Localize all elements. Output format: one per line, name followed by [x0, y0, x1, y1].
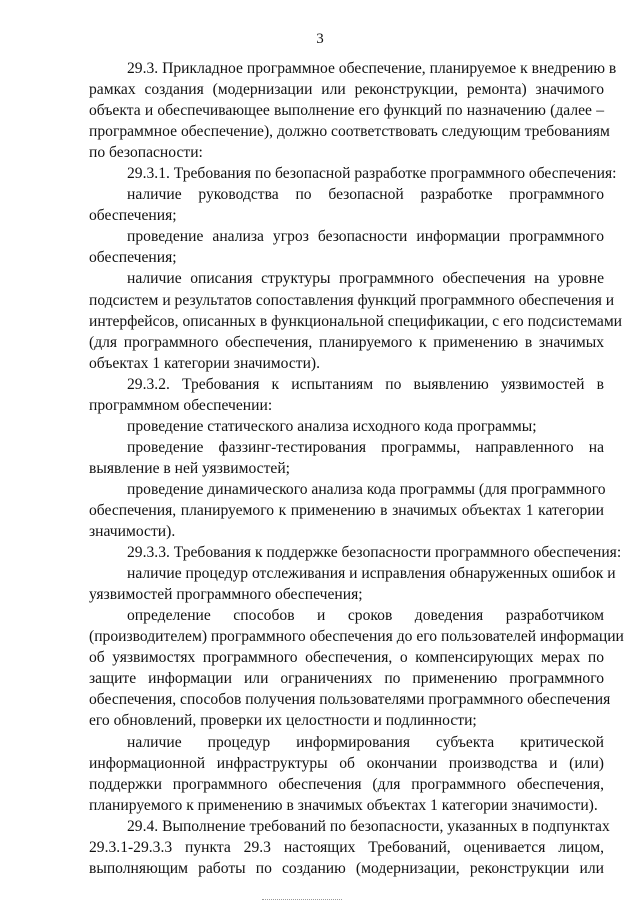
text-line: обеспечения, способов получения пользователями программного обеспечения — [89, 691, 611, 709]
text-line: значимости). — [89, 523, 176, 541]
text-line: наличие процедур отслеживания и исправления обнаруженных ошибок и — [127, 565, 616, 583]
text-line: поддержки программного обеспечения (для программного обеспечения, — [89, 775, 604, 793]
text-line: проведение статического анализа исходного кода программы; — [127, 417, 537, 435]
text-line: объекта и обеспечивающее выполнение его функций по назначению (далее – — [89, 102, 604, 120]
text-line: рамках создания (модернизации или реконструкции, ремонта) значимого — [89, 81, 604, 99]
text-line: его обновлений, проверки их целостности и подлинности; — [89, 712, 477, 730]
text-line: обеспечения; — [89, 207, 177, 225]
text-line: подсистем и результатов сопоставления функций программного обеспечения и — [89, 291, 615, 309]
text-line: планируемого к применению в значимых объектах 1 категории значимости). — [89, 796, 598, 814]
text-line: информационной инфраструктуры об окончании производства и (или) — [89, 754, 604, 772]
text-line: 29.3.1-29.3.3 пункта 29.3 настоящих Требований, оценивается лицом, — [89, 838, 604, 856]
text-line: защите информации или ограничениях по применению программного — [89, 670, 604, 688]
text-line: 29.3. Прикладное программное обеспечение, планируемое к внедрению в — [127, 60, 617, 77]
text-line: 29.3.2. Требования к испытаниям по выявлению уязвимостей в — [127, 375, 604, 393]
text-line: проведение фаззинг-тестирования программы, направленного на — [127, 438, 604, 456]
text-line: наличие руководства по безопасной разработке программного — [127, 186, 604, 204]
text-line: программное обеспечение), должно соответствовать следующим требованиям — [89, 123, 610, 141]
scan-edge-artifact — [262, 899, 342, 901]
text-line: программном обеспечении: — [89, 396, 273, 414]
text-line: уязвимостей программного обеспечения; — [89, 586, 363, 604]
text-line: (производителем) программного обеспечения до его пользователей информации — [89, 628, 624, 646]
page-number: 3 — [316, 31, 324, 47]
text-line: 29.3.1. Требования по безопасной разработке программного обеспечения: — [127, 165, 617, 183]
text-line: интерфейсов, описанных в функциональной спецификации, с его подсистемами — [89, 312, 623, 330]
text-line: выполняющим работы по созданию (модернизации, реконструкции или — [89, 859, 604, 877]
text-line: обеспечения; — [89, 249, 177, 267]
text-line: по безопасности: — [89, 144, 203, 162]
text-line: проведение анализа угроз безопасности информации программного — [127, 228, 604, 246]
text-line: 29.3.3. Требования к поддержке безопасности программного обеспечения: — [127, 544, 622, 562]
text-line: об уязвимостях программного обеспечения, о компенсирующих мерах по — [89, 649, 604, 667]
text-line: выявление в ней уязвимостей; — [89, 459, 290, 477]
document-body — [89, 58, 624, 879]
text-line: наличие описания структуры программного обеспечения на уровне — [127, 270, 604, 288]
text-line: объектах 1 категории значимости). — [89, 354, 321, 372]
text-line: обеспечения, планируемого к применению в значимых объектах 1 категории — [89, 501, 604, 519]
text-line: наличие процедур информирования субъекта критической — [127, 733, 604, 751]
text-line: определение способов и сроков доведения разработчиком — [127, 607, 604, 625]
text-line: (для программного обеспечения, планируемого к применению в значимых — [89, 333, 604, 351]
text-line: 29.4. Выполнение требований по безопасности, указанных в подпунктах — [127, 817, 610, 835]
text-line: проведение динамического анализа кода программы (для программного — [127, 480, 606, 498]
